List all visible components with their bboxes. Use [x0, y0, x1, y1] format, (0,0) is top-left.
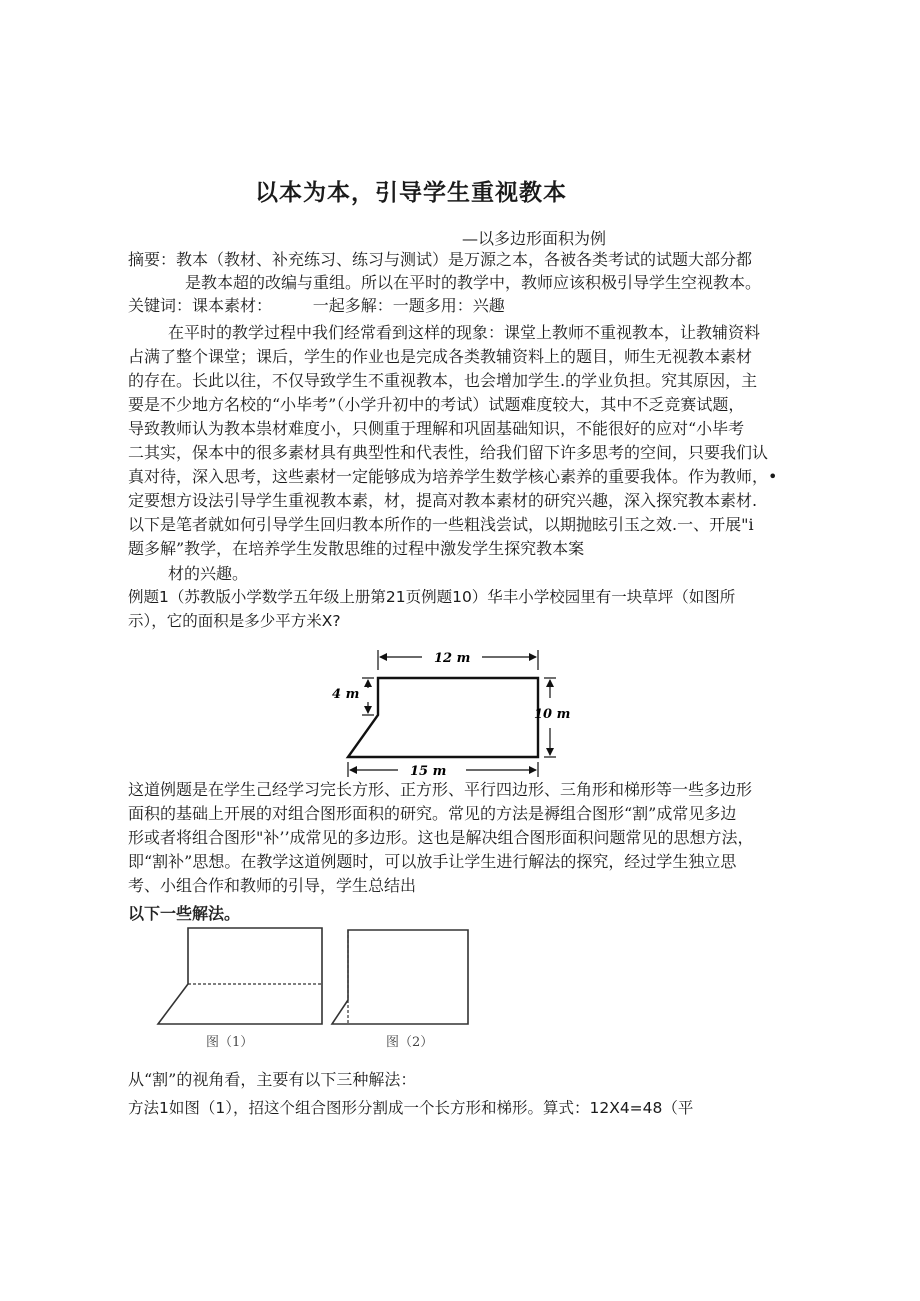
label-right-10m: 10 m: [534, 707, 571, 722]
example-line-2: 示），它的面积是多少平方米X?: [128, 612, 341, 630]
analysis-line-4: 即“割补”思想。在教学这道例题时，可以放手让学生进行解法的探究，经过学生独立思: [128, 852, 737, 871]
method1-line: 方法1如图（1），招这个组合图形分割成一个长方形和梯形。算式：12X4=48（平: [128, 1099, 694, 1117]
body-line-5: 导致教师认为教本祟材难度小，只侧重于理解和巩固基础知识，不能很好的应对“小毕考: [128, 419, 745, 438]
abstract-line-1: 摘要：教本（教材、补充练习、练习与测试）是万源之本，各被各类考试的试题大部分都: [128, 250, 753, 269]
solutions-heading: 以下一些解法。: [128, 904, 241, 923]
body-line-2: 占满了整个课堂；课后，学生的作业也是完成各类教辅资料上的题目，师生无视教本素材: [128, 347, 753, 366]
analysis-line-1: 这道例题是在学生己经学习完长方形、正方形、平行四边形、三角形和梯形等一些多边形: [128, 780, 753, 799]
analysis-line-3: 形或者将组合图形"补’’成常见的多边形。这也是解决组合图形面积问题常见的思想方法，: [128, 828, 754, 847]
diagram-2: [332, 930, 468, 1024]
document-title: 以本为本，引导学生重视教本: [255, 180, 567, 206]
solution-diagrams: [150, 920, 470, 1060]
label-top-12m: 12 m: [434, 651, 471, 666]
caption-figure-2: 图（2）: [386, 1035, 434, 1050]
caption-figure-1: 图（1）: [206, 1035, 254, 1050]
diagram-1: [158, 928, 322, 1024]
body-line-1: 在平时的教学过程中我们经常看到这样的现象：课堂上教师不重视教本，让教辅资料: [168, 323, 761, 342]
body-line-10: 题多解”教学，在培养学生发散思维的过程中激发学生探究教本案: [128, 539, 585, 558]
body-line-4: 要是不少地方名校的“小毕考”（小学升初中的考试）试题难度较大，其中不乏竞赛试题，: [128, 395, 745, 414]
lawn-figure: [330, 640, 590, 780]
document-subtitle: —以多边形面积为例: [462, 229, 607, 248]
body-line-9: 以下是笔者就如何引导学生回归教本所作的一些粗浅尝试，以期抛眩引玉之效.一、开展"i: [128, 515, 754, 534]
keywords-line: 关键词：课本素材： 一起多解：一题多用：兴趣: [128, 296, 505, 315]
abstract-line-2: 是教本超的改编与重组。所以在平时的教学中，教师应该积极引导学生空视教本。: [185, 273, 762, 292]
example-line-1: 例题1（苏教版小学数学五年级上册第21页例题10）华丰小学校园里有一块草坪（如图所: [128, 588, 736, 606]
body-line-3: 的存在。长此以往，不仅导致学生不重视教本，也会增加学生.的学业负担。究其原因，主: [128, 371, 758, 390]
label-bottom-15m: 15 m: [410, 764, 447, 779]
body-line-8: 定要想方设法引导学生重视教本素，材，提高对教本素材的研究兴趣，深入探究教本素材.: [128, 491, 758, 510]
body-line-7: 真对待，深入思考，这些素材一定能够成为培养学生数学核心素养的重要我体。作为教师，•: [128, 467, 778, 486]
lawn-outline: [348, 678, 538, 757]
analysis-line-2: 面积的基础上开展的对组合图形面积的研究。常见的方法是褥组合图形“割”成常见多边: [128, 804, 737, 823]
body-line-6: 二其实，保本中的很多素材具有典型性和代表性，给我们留下许多思考的空间，只要我们认: [128, 443, 769, 462]
analysis-line-5: 考、小组合作和教师的引导，学生总结出: [128, 876, 417, 895]
cut-view-line: 从“割”的视角看，主要有以下三种解法：: [128, 1070, 417, 1089]
body-line-11: 材的兴趣。: [168, 564, 249, 583]
label-left-4m: 4 m: [332, 687, 360, 702]
